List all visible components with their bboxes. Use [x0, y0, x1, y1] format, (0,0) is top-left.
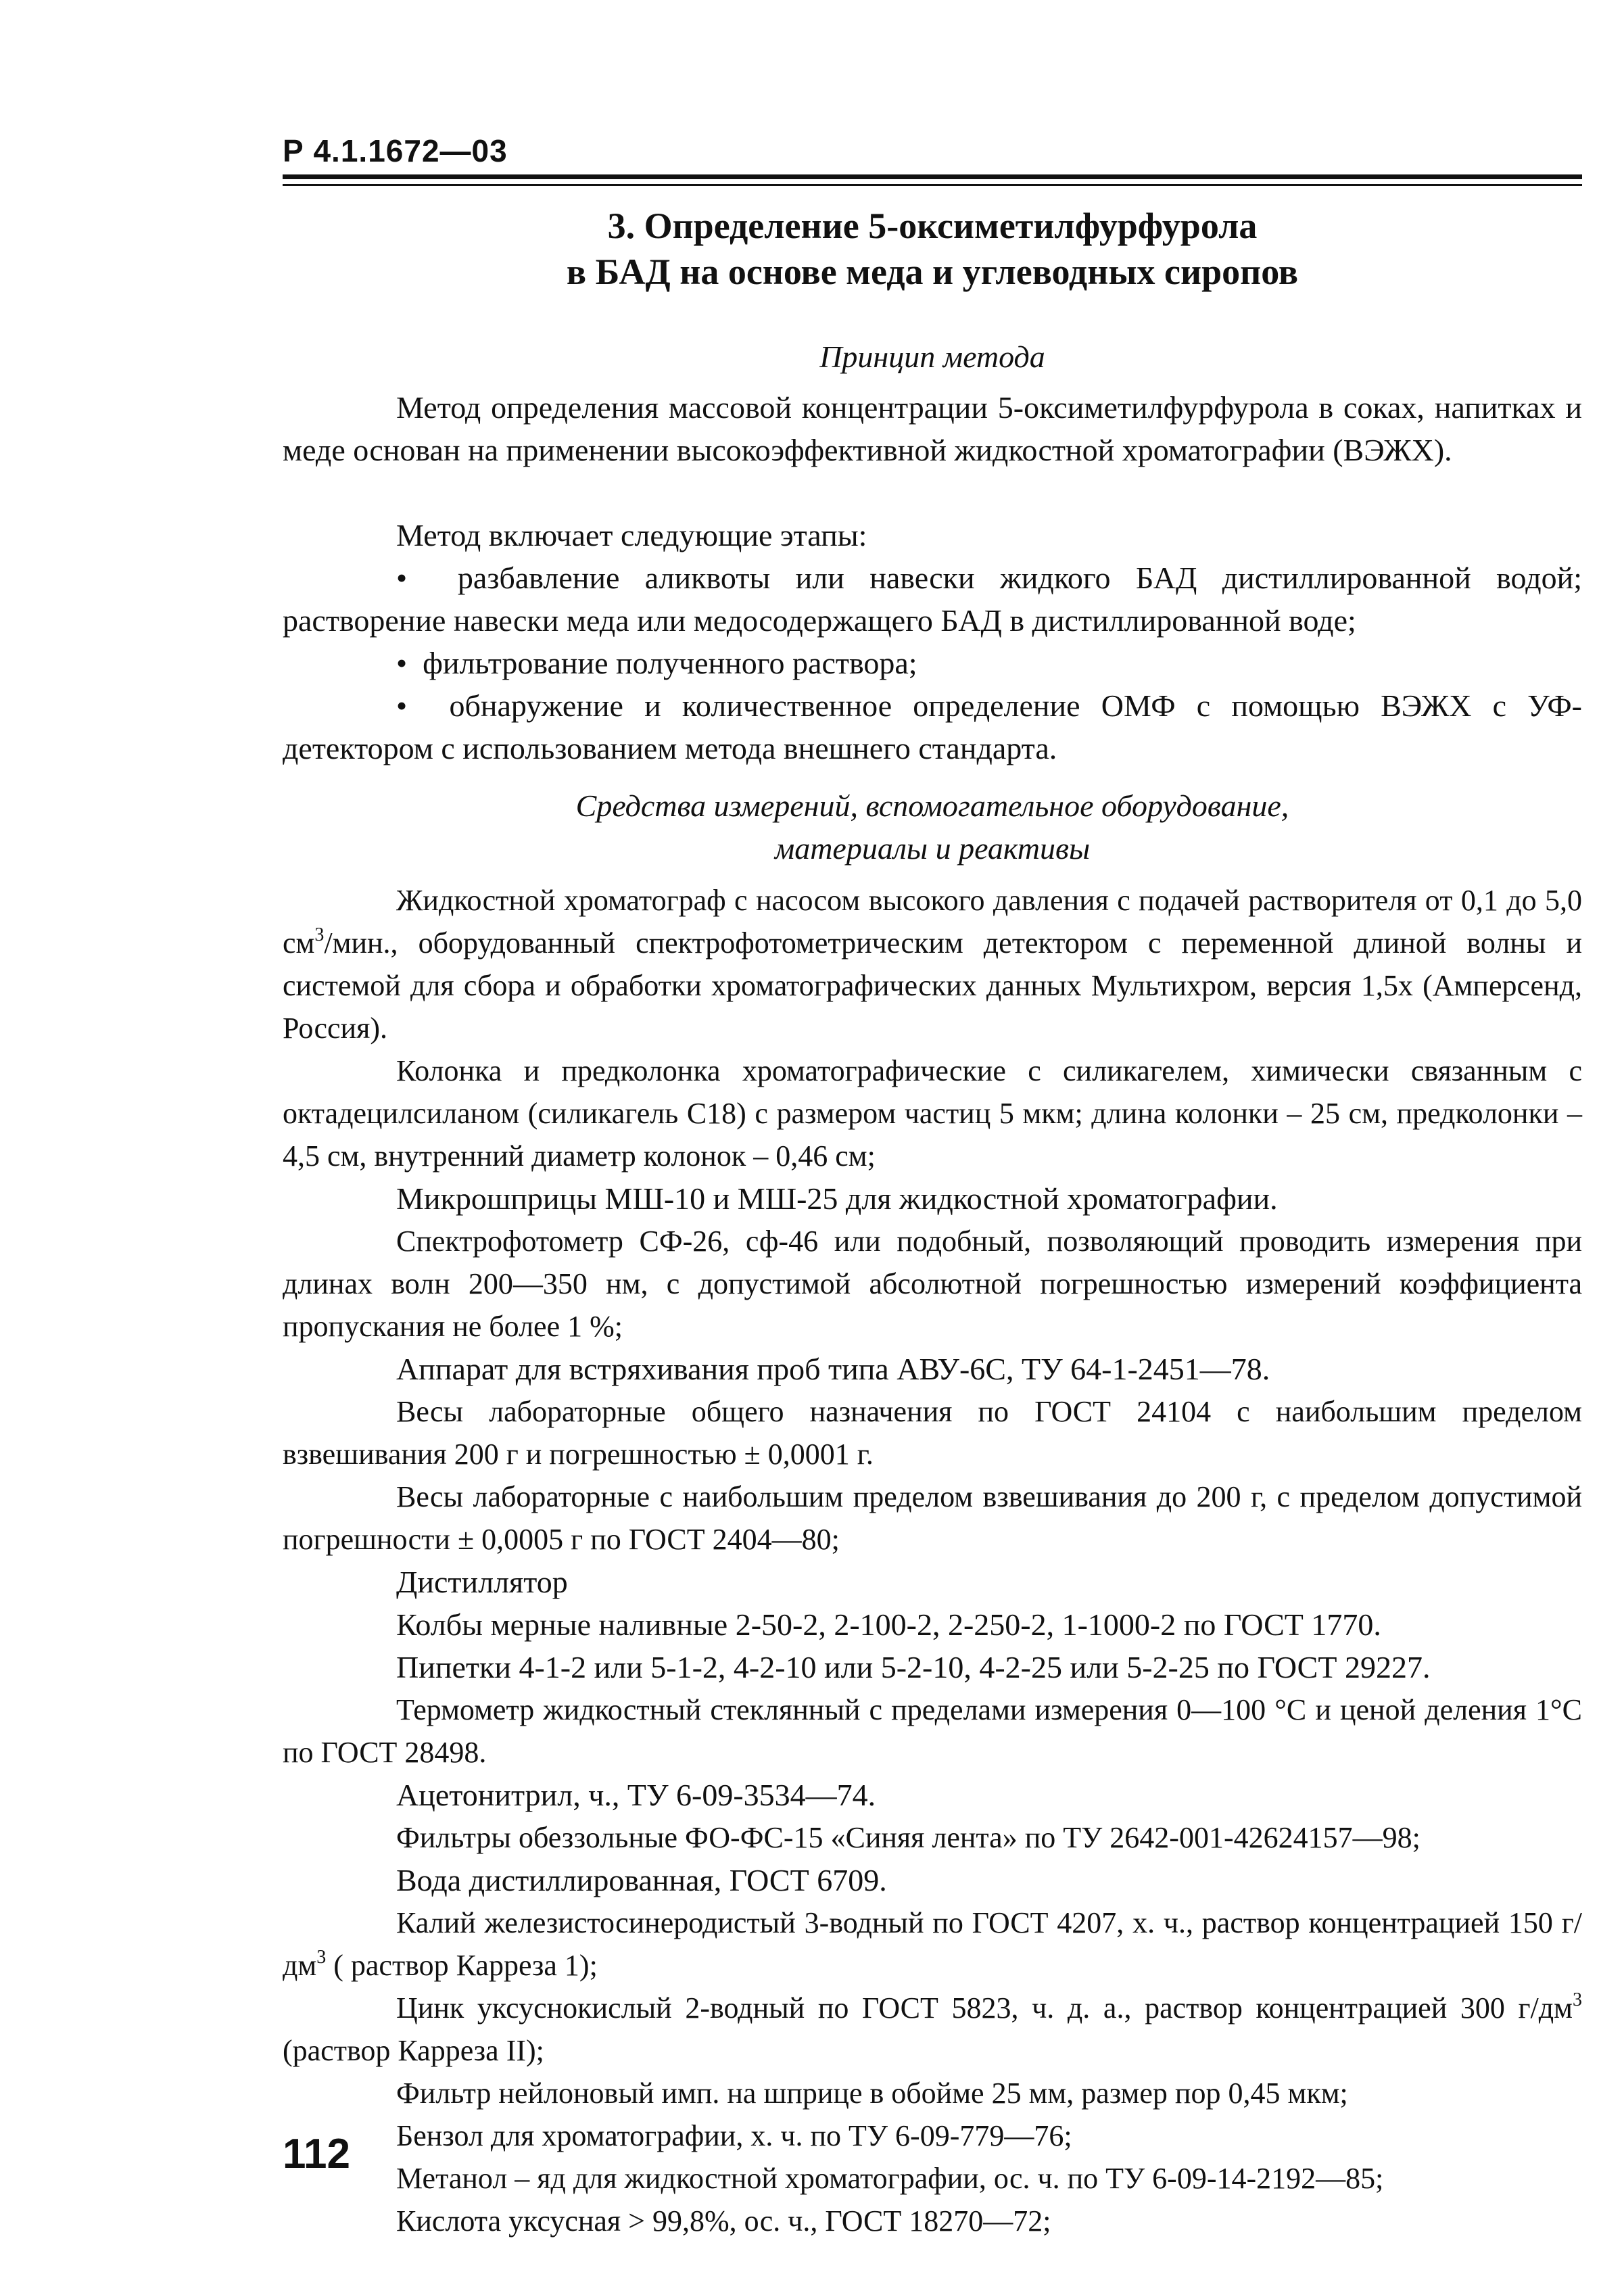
page-number: 112	[283, 2131, 351, 2177]
item-microsyringes: Микрошприцы МШ-10 и МШ-25 для жидкостной хроматографии.	[396, 1181, 1278, 1216]
item-benzene: Бензол для хроматографии, х. ч. по ТУ 6-09-779—76;	[396, 2119, 1072, 2152]
principle-paragraph-1: Метод определения массовой концентрации 5-оксиметилфурфурола в соках, напитках и меде основан на применении высокоэффективной жидкостной хроматографии (ВЭЖХ).	[283, 390, 1582, 467]
item-chromatograph-sup: 3	[314, 924, 325, 945]
header-rule-thin	[283, 184, 1582, 186]
principle-bullet-1: • разбавление аликвоты или навески жидкого БАД дистиллированной водой; растворение навески меда или медосодержащего БАД в дистиллированной воде;	[283, 557, 1582, 642]
item-scales-2: Весы лабораторные с наибольшим пределом взвешивания до 200 г, с пределом допустимой погрешности ± 0,0005 г по ГОСТ 2404—80;	[283, 1480, 1582, 1556]
item-spectrophotometer: Спектрофотометр СФ-26, сф-46 или подобный, позволяющий проводить измерения при длинах волн 200—350 нм, с допустимой абсолютной погрешностью измерений коэффициента пропускания не более 1 %;	[283, 1225, 1582, 1343]
document-code: Р 4.1.1672—03	[283, 133, 508, 168]
item-thermometer: Термометр жидкостный стеклянный с пределами измерения 0—100 °С и ценой деления 1°С по ГОСТ 28498.	[283, 1693, 1582, 1769]
item-zinc-text-a: Цинк уксуснокислый 2-водный по ГОСТ 5823, ч. д. а., раствор концентрацией 300 г/дм	[396, 1991, 1573, 2025]
item-filters: Фильтры обеззольные ФО-ФС-15 «Синяя лента» по ТУ 2642-001-42624157—98;	[396, 1821, 1420, 1854]
item-methanol: Метанол – яд для жидкостной хроматографии, ос. ч. по ТУ 6-09-14-2192—85;	[396, 2162, 1384, 2195]
principle-bullet-3: • обнаружение и количественное определение ОМФ с помощью ВЭЖХ с УФ-детектором с использованием метода внешнего стандарта.	[283, 684, 1582, 770]
item-zinc-text-b: (раствор Карреза II);	[283, 2034, 544, 2067]
item-acetonitrile: Ацетонитрил, ч., ТУ 6-09-3534—74.	[396, 1778, 876, 1812]
section-title-line-1: 3. Определение 5-оксиметилфурфурола	[607, 206, 1258, 246]
item-column: Колонка и предколонка хроматографические с силикагелем, химически связанным с октадецилсиланом (силикагель С18) с размером частиц 5 мкм; длина колонки – 25 см, предколонки – 4,5 см, внутренний диаметр колонок – 0,46 см;	[283, 1054, 1582, 1173]
item-potassium	[283, 1901, 1582, 1987]
item-water: Вода дистиллированная, ГОСТ 6709.	[396, 1863, 887, 1897]
item-potassium-text-b: ( раствор Карреза 1);	[326, 1949, 598, 1982]
item-pipettes: Пипетки 4-1-2 или 5-1-2, 4-2-10 или 5-2-10, 4-2-25 или 5-2-25 по ГОСТ 29227.	[396, 1650, 1431, 1684]
item-acetic-acid: Кислота уксусная > 99,8%, ос. ч., ГОСТ 18270—72;	[396, 2204, 1051, 2238]
item-distiller: Дистиллятор	[396, 1565, 568, 1599]
principle-bullet-2: • фильтрование полученного раствора;	[283, 642, 1582, 684]
item-flasks: Колбы мерные наливные 2-50-2, 2-100-2, 2-250-2, 1-1000-2 по ГОСТ 1770.	[396, 1607, 1381, 1642]
item-potassium-text-a: Калий железистосинеродистый 3-водный по ГОСТ 4207, х. ч., раствор концентрацией 150 г/дм	[283, 1906, 1582, 1982]
item-scales-1: Весы лабораторные общего назначения по ГОСТ 24104 с наибольшим пределом взвешивания 200 г и погрешностью ± 0,0001 г.	[283, 1395, 1582, 1471]
item-zinc	[283, 1987, 1582, 2072]
section-title	[283, 203, 1582, 295]
means-heading	[283, 784, 1582, 870]
principle-paragraph-2: Метод включает следующие этапы:	[396, 518, 867, 552]
item-zinc-sup: 3	[1573, 1989, 1582, 2010]
item-chromatograph-text-a: Жидкостной хроматограф с насосом высокого давления с подачей растворителя от 0,1 до 5,0 см	[283, 884, 1582, 960]
means-heading-line-2: материалы и реактивы	[774, 831, 1091, 866]
item-shaker: Аппарат для встряхивания проб типа АВУ-6С, ТУ 64-1-2451—78.	[396, 1352, 1270, 1386]
header-rule-thick	[283, 174, 1582, 179]
principle-heading: Принцип метода	[819, 339, 1045, 374]
section-title-line-2: в БАД на основе меда и углеводных сиропов	[566, 252, 1299, 292]
means-heading-line-1: Средства измерений, вспомогательное оборудование,	[575, 788, 1289, 823]
item-chromatograph-text-b: /мин., оборудованный спектрофотометрическим детектором с переменной длиной волны и системой для сбора и обработки хроматографических данных Мультихром, версия 1,5х (Амперсенд, Россия).	[283, 926, 1582, 1045]
item-chromatograph	[283, 879, 1582, 1049]
item-nylon-filter: Фильтр нейлоновый имп. на шприце в обойме 25 мм, размер пор 0,45 мкм;	[396, 2077, 1348, 2110]
item-potassium-sup: 3	[316, 1947, 327, 1968]
